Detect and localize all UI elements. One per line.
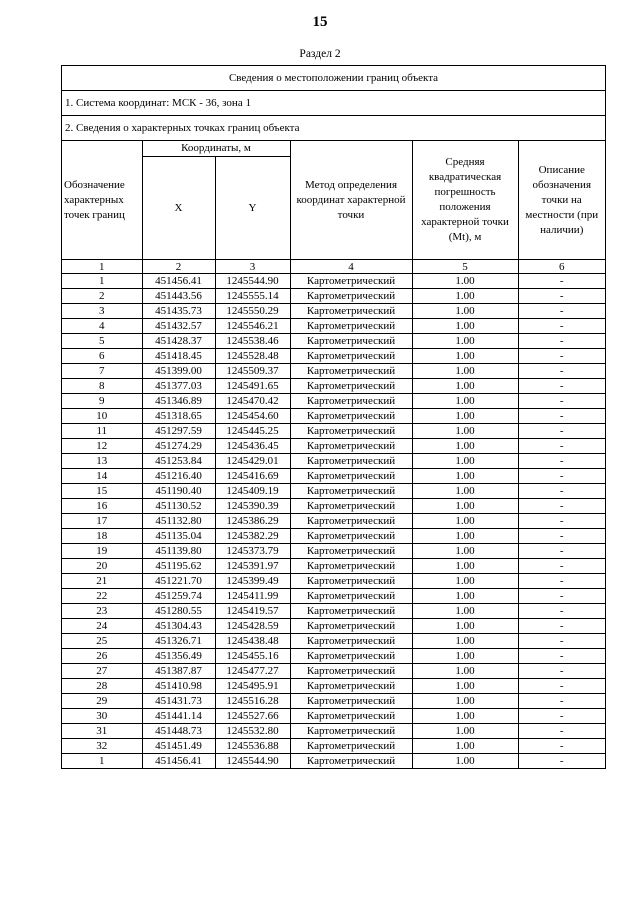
x-coordinate-cell: 451318.65 xyxy=(142,409,215,424)
description-cell: - xyxy=(518,529,605,544)
method-cell: Картометрический xyxy=(290,394,412,409)
description-cell: - xyxy=(518,574,605,589)
y-coordinate-cell: 1245527.66 xyxy=(215,709,290,724)
point-number-cell: 8 xyxy=(62,379,142,394)
y-coordinate-cell: 1245555.14 xyxy=(215,289,290,304)
method-cell: Картометрический xyxy=(290,529,412,544)
table-row xyxy=(62,364,605,379)
x-coordinate-cell: 451435.73 xyxy=(142,304,215,319)
method-cell: Картометрический xyxy=(290,349,412,364)
description-cell: - xyxy=(518,364,605,379)
method-cell: Картометрический xyxy=(290,574,412,589)
accuracy-cell: 1.00 xyxy=(412,364,518,379)
description-cell: - xyxy=(518,664,605,679)
x-coordinate-cell: 451377.03 xyxy=(142,379,215,394)
description-cell: - xyxy=(518,424,605,439)
method-cell: Картометрический xyxy=(290,559,412,574)
y-coordinate-cell: 1245544.90 xyxy=(215,274,290,289)
header-x: X xyxy=(142,157,215,260)
method-cell: Картометрический xyxy=(290,634,412,649)
column-number: 3 xyxy=(215,260,290,274)
point-number-cell: 17 xyxy=(62,514,142,529)
accuracy-cell: 1.00 xyxy=(412,304,518,319)
description-cell: - xyxy=(518,514,605,529)
method-cell: Картометрический xyxy=(290,739,412,754)
x-coordinate-cell: 451441.14 xyxy=(142,709,215,724)
x-coordinate-cell: 451387.87 xyxy=(142,664,215,679)
point-number-cell: 16 xyxy=(62,499,142,514)
description-cell: - xyxy=(518,394,605,409)
point-number-cell: 23 xyxy=(62,604,142,619)
method-cell: Картометрический xyxy=(290,364,412,379)
y-coordinate-cell: 1245428.59 xyxy=(215,619,290,634)
y-coordinate-cell: 1245409.19 xyxy=(215,484,290,499)
table-row xyxy=(62,424,605,439)
accuracy-cell: 1.00 xyxy=(412,424,518,439)
accuracy-cell: 1.00 xyxy=(412,514,518,529)
header-accuracy: Средняя квадратическая погрешность положения характерной точки (Mt), м xyxy=(412,141,518,260)
point-number-cell: 22 xyxy=(62,589,142,604)
accuracy-cell: 1.00 xyxy=(412,454,518,469)
y-coordinate-cell: 1245390.39 xyxy=(215,499,290,514)
y-coordinate-cell: 1245546.21 xyxy=(215,319,290,334)
y-coordinate-cell: 1245538.46 xyxy=(215,334,290,349)
description-cell: - xyxy=(518,544,605,559)
description-cell: - xyxy=(518,589,605,604)
x-coordinate-cell: 451451.49 xyxy=(142,739,215,754)
table-row xyxy=(62,319,605,334)
accuracy-cell: 1.00 xyxy=(412,634,518,649)
method-cell: Картометрический xyxy=(290,619,412,634)
description-cell: - xyxy=(518,679,605,694)
x-coordinate-cell: 451130.52 xyxy=(142,499,215,514)
y-coordinate-cell: 1245470.42 xyxy=(215,394,290,409)
table-title: Сведения о местоположении границ объекта xyxy=(62,66,605,91)
y-coordinate-cell: 1245536.88 xyxy=(215,739,290,754)
description-cell: - xyxy=(518,694,605,709)
method-cell: Картометрический xyxy=(290,274,412,289)
point-number-cell: 2 xyxy=(62,289,142,304)
accuracy-cell: 1.00 xyxy=(412,289,518,304)
x-coordinate-cell: 451274.29 xyxy=(142,439,215,454)
table-row xyxy=(62,739,605,754)
table-row xyxy=(62,304,605,319)
point-number-cell: 31 xyxy=(62,724,142,739)
y-coordinate-cell: 1245382.29 xyxy=(215,529,290,544)
accuracy-cell: 1.00 xyxy=(412,274,518,289)
x-coordinate-cell: 451346.89 xyxy=(142,394,215,409)
method-cell: Картометрический xyxy=(290,589,412,604)
header-designation: Обозначение характерных точек границ xyxy=(62,141,142,260)
y-coordinate-cell: 1245419.57 xyxy=(215,604,290,619)
table-row xyxy=(62,574,605,589)
y-coordinate-cell: 1245455.16 xyxy=(215,649,290,664)
description-cell: - xyxy=(518,709,605,724)
accuracy-cell: 1.00 xyxy=(412,319,518,334)
x-coordinate-cell: 451139.80 xyxy=(142,544,215,559)
column-number: 2 xyxy=(142,260,215,274)
x-coordinate-cell: 451195.62 xyxy=(142,559,215,574)
table-row xyxy=(62,274,605,289)
accuracy-cell: 1.00 xyxy=(412,664,518,679)
description-cell: - xyxy=(518,454,605,469)
table-row xyxy=(62,664,605,679)
x-coordinate-cell: 451253.84 xyxy=(142,454,215,469)
page-number: 15 xyxy=(312,14,328,30)
method-cell: Картометрический xyxy=(290,514,412,529)
y-coordinate-cell: 1245373.79 xyxy=(215,544,290,559)
point-number-cell: 6 xyxy=(62,349,142,364)
y-coordinate-cell: 1245429.01 xyxy=(215,454,290,469)
description-cell: - xyxy=(518,724,605,739)
method-cell: Картометрический xyxy=(290,724,412,739)
accuracy-cell: 1.00 xyxy=(412,379,518,394)
points-heading-row: 2. Сведения о характерных точках границ объекта xyxy=(62,116,605,141)
description-cell: - xyxy=(518,634,605,649)
method-cell: Картометрический xyxy=(290,649,412,664)
column-number: 4 xyxy=(290,260,412,274)
method-cell: Картометрический xyxy=(290,484,412,499)
table-row xyxy=(62,724,605,739)
table-row xyxy=(62,589,605,604)
point-number-cell: 9 xyxy=(62,394,142,409)
table-row xyxy=(62,619,605,634)
accuracy-cell: 1.00 xyxy=(412,754,518,769)
point-number-cell: 13 xyxy=(62,454,142,469)
table-row xyxy=(62,514,605,529)
description-cell: - xyxy=(518,754,605,769)
point-number-cell: 1 xyxy=(62,274,142,289)
y-coordinate-cell: 1245438.48 xyxy=(215,634,290,649)
method-cell: Картометрический xyxy=(290,409,412,424)
table-row xyxy=(62,439,605,454)
point-number-cell: 14 xyxy=(62,469,142,484)
point-number-cell: 3 xyxy=(62,304,142,319)
accuracy-cell: 1.00 xyxy=(412,604,518,619)
x-coordinate-cell: 451221.70 xyxy=(142,574,215,589)
point-number-cell: 11 xyxy=(62,424,142,439)
accuracy-cell: 1.00 xyxy=(412,484,518,499)
point-number-cell: 4 xyxy=(62,319,142,334)
y-coordinate-cell: 1245411.99 xyxy=(215,589,290,604)
method-cell: Картометрический xyxy=(290,469,412,484)
point-number-cell: 5 xyxy=(62,334,142,349)
y-coordinate-cell: 1245386.29 xyxy=(215,514,290,529)
x-coordinate-cell: 451304.43 xyxy=(142,619,215,634)
point-number-cell: 20 xyxy=(62,559,142,574)
method-cell: Картометрический xyxy=(290,694,412,709)
accuracy-cell: 1.00 xyxy=(412,649,518,664)
column-number: 1 xyxy=(62,260,142,274)
method-cell: Картометрический xyxy=(290,604,412,619)
method-cell: Картометрический xyxy=(290,499,412,514)
table-row xyxy=(62,334,605,349)
accuracy-cell: 1.00 xyxy=(412,694,518,709)
accuracy-cell: 1.00 xyxy=(412,739,518,754)
point-number-cell: 21 xyxy=(62,574,142,589)
y-coordinate-cell: 1245509.37 xyxy=(215,364,290,379)
y-coordinate-cell: 1245445.25 xyxy=(215,424,290,439)
method-cell: Картометрический xyxy=(290,379,412,394)
header-method: Метод определения координат характерной точки xyxy=(290,141,412,260)
y-coordinate-cell: 1245550.29 xyxy=(215,304,290,319)
point-number-cell: 1 xyxy=(62,754,142,769)
point-number-cell: 29 xyxy=(62,694,142,709)
description-cell: - xyxy=(518,379,605,394)
description-cell: - xyxy=(518,469,605,484)
accuracy-cell: 1.00 xyxy=(412,574,518,589)
point-number-cell: 25 xyxy=(62,634,142,649)
accuracy-cell: 1.00 xyxy=(412,349,518,364)
point-number-cell: 10 xyxy=(62,409,142,424)
y-coordinate-cell: 1245477.27 xyxy=(215,664,290,679)
table-row xyxy=(62,289,605,304)
y-coordinate-cell: 1245391.97 xyxy=(215,559,290,574)
accuracy-cell: 1.00 xyxy=(412,394,518,409)
table-row xyxy=(62,409,605,424)
description-cell: - xyxy=(518,559,605,574)
y-coordinate-cell: 1245416.69 xyxy=(215,469,290,484)
table-row xyxy=(62,709,605,724)
description-cell: - xyxy=(518,274,605,289)
y-coordinate-cell: 1245491.65 xyxy=(215,379,290,394)
x-coordinate-cell: 451443.56 xyxy=(142,289,215,304)
column-number-row xyxy=(62,260,605,274)
y-coordinate-cell: 1245528.48 xyxy=(215,349,290,364)
method-cell: Картометрический xyxy=(290,289,412,304)
method-cell: Картометрический xyxy=(290,454,412,469)
method-cell: Картометрический xyxy=(290,754,412,769)
accuracy-cell: 1.00 xyxy=(412,499,518,514)
method-cell: Картометрический xyxy=(290,334,412,349)
table-row xyxy=(62,529,605,544)
method-cell: Картометрический xyxy=(290,424,412,439)
point-number-cell: 7 xyxy=(62,364,142,379)
table-row xyxy=(62,499,605,514)
x-coordinate-cell: 451326.71 xyxy=(142,634,215,649)
x-coordinate-cell: 451456.41 xyxy=(142,274,215,289)
x-coordinate-cell: 451356.49 xyxy=(142,649,215,664)
table-row xyxy=(62,484,605,499)
x-coordinate-cell: 451297.59 xyxy=(142,424,215,439)
accuracy-cell: 1.00 xyxy=(412,529,518,544)
method-cell: Картометрический xyxy=(290,679,412,694)
y-coordinate-cell: 1245495.91 xyxy=(215,679,290,694)
x-coordinate-cell: 451448.73 xyxy=(142,724,215,739)
coordinate-system-row: 1. Система координат: МСК - 36, зона 1 xyxy=(62,91,605,116)
method-cell: Картометрический xyxy=(290,304,412,319)
table-row xyxy=(62,754,605,769)
table-row xyxy=(62,349,605,364)
description-cell: - xyxy=(518,439,605,454)
column-number: 6 xyxy=(518,260,605,274)
accuracy-cell: 1.00 xyxy=(412,679,518,694)
x-coordinate-cell: 451399.00 xyxy=(142,364,215,379)
description-cell: - xyxy=(518,619,605,634)
accuracy-cell: 1.00 xyxy=(412,544,518,559)
accuracy-cell: 1.00 xyxy=(412,469,518,484)
table-row xyxy=(62,559,605,574)
x-coordinate-cell: 451410.98 xyxy=(142,679,215,694)
point-number-cell: 19 xyxy=(62,544,142,559)
points-table xyxy=(62,141,605,768)
description-cell: - xyxy=(518,334,605,349)
x-coordinate-cell: 451259.74 xyxy=(142,589,215,604)
x-coordinate-cell: 451132.80 xyxy=(142,514,215,529)
x-coordinate-cell: 451428.37 xyxy=(142,334,215,349)
point-number-cell: 24 xyxy=(62,619,142,634)
description-cell: - xyxy=(518,409,605,424)
table-row xyxy=(62,394,605,409)
point-number-cell: 15 xyxy=(62,484,142,499)
point-number-cell: 12 xyxy=(62,439,142,454)
description-cell: - xyxy=(518,319,605,334)
method-cell: Картометрический xyxy=(290,319,412,334)
y-coordinate-cell: 1245516.28 xyxy=(215,694,290,709)
y-coordinate-cell: 1245532.80 xyxy=(215,724,290,739)
point-number-cell: 32 xyxy=(62,739,142,754)
table-row xyxy=(62,469,605,484)
table-row xyxy=(62,649,605,664)
method-cell: Картометрический xyxy=(290,664,412,679)
point-number-cell: 26 xyxy=(62,649,142,664)
table-row xyxy=(62,544,605,559)
method-cell: Картометрический xyxy=(290,709,412,724)
x-coordinate-cell: 451456.41 xyxy=(142,754,215,769)
x-coordinate-cell: 451431.73 xyxy=(142,694,215,709)
description-cell: - xyxy=(518,349,605,364)
method-cell: Картометрический xyxy=(290,544,412,559)
point-number-cell: 30 xyxy=(62,709,142,724)
description-cell: - xyxy=(518,649,605,664)
x-coordinate-cell: 451190.40 xyxy=(142,484,215,499)
table-row xyxy=(62,379,605,394)
description-cell: - xyxy=(518,304,605,319)
x-coordinate-cell: 451280.55 xyxy=(142,604,215,619)
x-coordinate-cell: 451216.40 xyxy=(142,469,215,484)
point-number-cell: 18 xyxy=(62,529,142,544)
boundary-info-table xyxy=(61,65,606,769)
accuracy-cell: 1.00 xyxy=(412,619,518,634)
accuracy-cell: 1.00 xyxy=(412,724,518,739)
section-label: Раздел 2 xyxy=(299,48,341,60)
table-row xyxy=(62,604,605,619)
table-row xyxy=(62,634,605,649)
table-body xyxy=(62,274,605,769)
description-cell: - xyxy=(518,739,605,754)
accuracy-cell: 1.00 xyxy=(412,709,518,724)
x-coordinate-cell: 451432.57 xyxy=(142,319,215,334)
y-coordinate-cell: 1245454.60 xyxy=(215,409,290,424)
column-number: 5 xyxy=(412,260,518,274)
x-coordinate-cell: 451418.45 xyxy=(142,349,215,364)
method-cell: Картометрический xyxy=(290,439,412,454)
accuracy-cell: 1.00 xyxy=(412,589,518,604)
point-number-cell: 28 xyxy=(62,679,142,694)
accuracy-cell: 1.00 xyxy=(412,439,518,454)
accuracy-cell: 1.00 xyxy=(412,409,518,424)
y-coordinate-cell: 1245399.49 xyxy=(215,574,290,589)
header-y: Y xyxy=(215,157,290,260)
y-coordinate-cell: 1245436.45 xyxy=(215,439,290,454)
description-cell: - xyxy=(518,484,605,499)
x-coordinate-cell: 451135.04 xyxy=(142,529,215,544)
table-row xyxy=(62,454,605,469)
description-cell: - xyxy=(518,499,605,514)
table-row xyxy=(62,679,605,694)
accuracy-cell: 1.00 xyxy=(412,334,518,349)
table-row xyxy=(62,694,605,709)
header-description: Описание обозначения точки на местности (при наличии) xyxy=(518,141,605,260)
point-number-cell: 27 xyxy=(62,664,142,679)
description-cell: - xyxy=(518,604,605,619)
header-coordinates: Координаты, м xyxy=(142,141,290,157)
y-coordinate-cell: 1245544.90 xyxy=(215,754,290,769)
description-cell: - xyxy=(518,289,605,304)
accuracy-cell: 1.00 xyxy=(412,559,518,574)
